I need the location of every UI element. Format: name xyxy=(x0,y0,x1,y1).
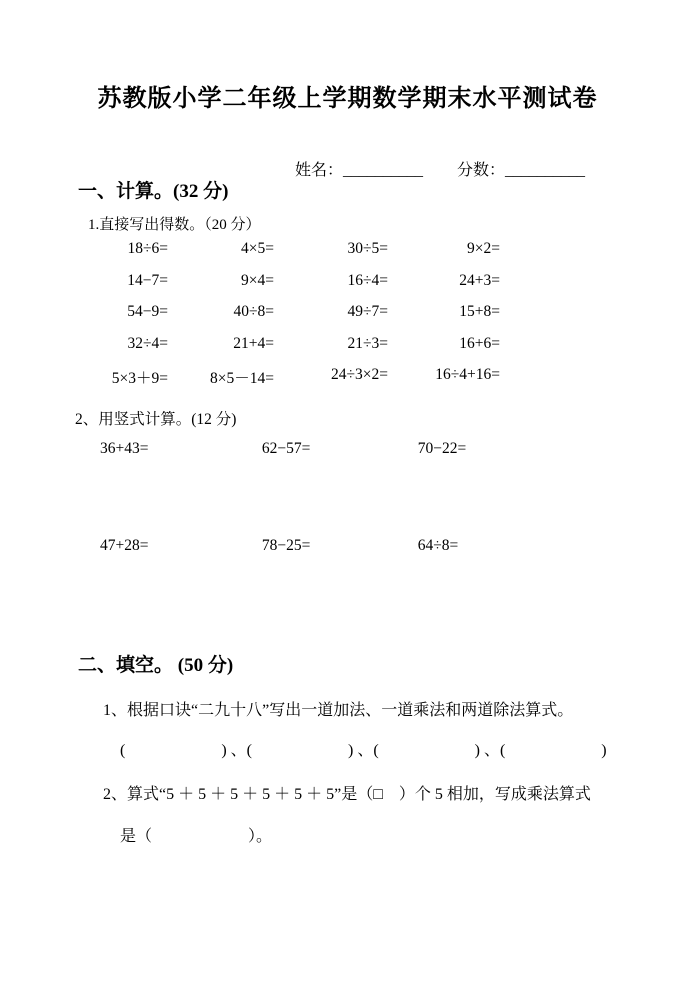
calc-problem: 14−7= xyxy=(127,271,168,289)
vertical-calc-problem: 62−57= xyxy=(261,440,311,457)
vertical-calc-problem: 47+28= xyxy=(100,537,149,554)
fill-blank-q1-text: 1、根据口诀“二九十八”写出一道加法、一道乘法和两道除法算式。 xyxy=(103,702,574,719)
calc-problem: 32÷4= xyxy=(127,334,168,352)
calc-problem: 16+6= xyxy=(459,334,500,352)
calc-problem: 21÷3= xyxy=(347,334,388,352)
vertical-calculation-label: 2、用竖式计算。(12 分) xyxy=(75,411,237,428)
calc-problem: 24+3= xyxy=(459,271,500,289)
calc-problem: 4×5= xyxy=(241,240,274,257)
direct-calculation-grid xyxy=(86,240,500,398)
calc-problem: 15+8= xyxy=(459,303,500,321)
name-score-line xyxy=(295,157,585,180)
calc-problem: 40÷8= xyxy=(233,303,274,321)
section1-heading: 一、计算。(32 分) xyxy=(78,181,229,202)
calc-problem: 24÷3×2= xyxy=(331,366,388,384)
vertical-calc-problem: 70−22= xyxy=(417,440,467,457)
section2-heading: 二、填空。 (50 分) xyxy=(78,655,234,676)
vertical-calc-row-2 xyxy=(100,537,458,555)
calc-problem: 9×2= xyxy=(467,240,500,257)
fill-blank-q2-line1: 2、算式“5 ＋ 5 ＋ 5 ＋ 5 ＋ 5 ＋ 5”是（□ ）个 5 相加，写成乘法算式 xyxy=(103,786,591,803)
calc-problem: 8×5－14= xyxy=(210,370,274,388)
calc-problem: 5×3＋9= xyxy=(111,370,168,388)
vertical-calc-problem: 64÷8= xyxy=(417,537,459,554)
direct-calculation-label: 1.直接写出得数。（20 分） xyxy=(88,217,261,233)
vertical-calc-row-1 xyxy=(100,440,466,458)
calc-problem: 54−9= xyxy=(127,303,168,321)
calc-problem: 30÷5= xyxy=(347,240,388,257)
vertical-calc-problem: 78−25= xyxy=(261,537,311,554)
fill-blank-q1-blanks: ( ) 、( ) 、( ) 、( ) xyxy=(120,742,607,759)
score-field-label: 分数：__________ xyxy=(457,162,586,179)
calc-problem: 9×4= xyxy=(241,271,274,289)
calc-problem: 16÷4+16= xyxy=(435,366,500,384)
calc-problem: 18÷6= xyxy=(127,240,168,257)
fill-blank-q2-line2: 是（ ）。 xyxy=(120,828,273,845)
calc-problem: 21+4= xyxy=(233,334,274,352)
name-field-label: 姓名：__________ xyxy=(295,162,424,179)
calc-problem: 16÷4= xyxy=(347,271,388,289)
page-title: 苏教版小学二年级上学期数学期末水平测试卷 xyxy=(97,86,598,112)
vertical-calc-problem: 36+43= xyxy=(100,440,149,457)
calc-problem: 49÷7= xyxy=(347,303,388,321)
